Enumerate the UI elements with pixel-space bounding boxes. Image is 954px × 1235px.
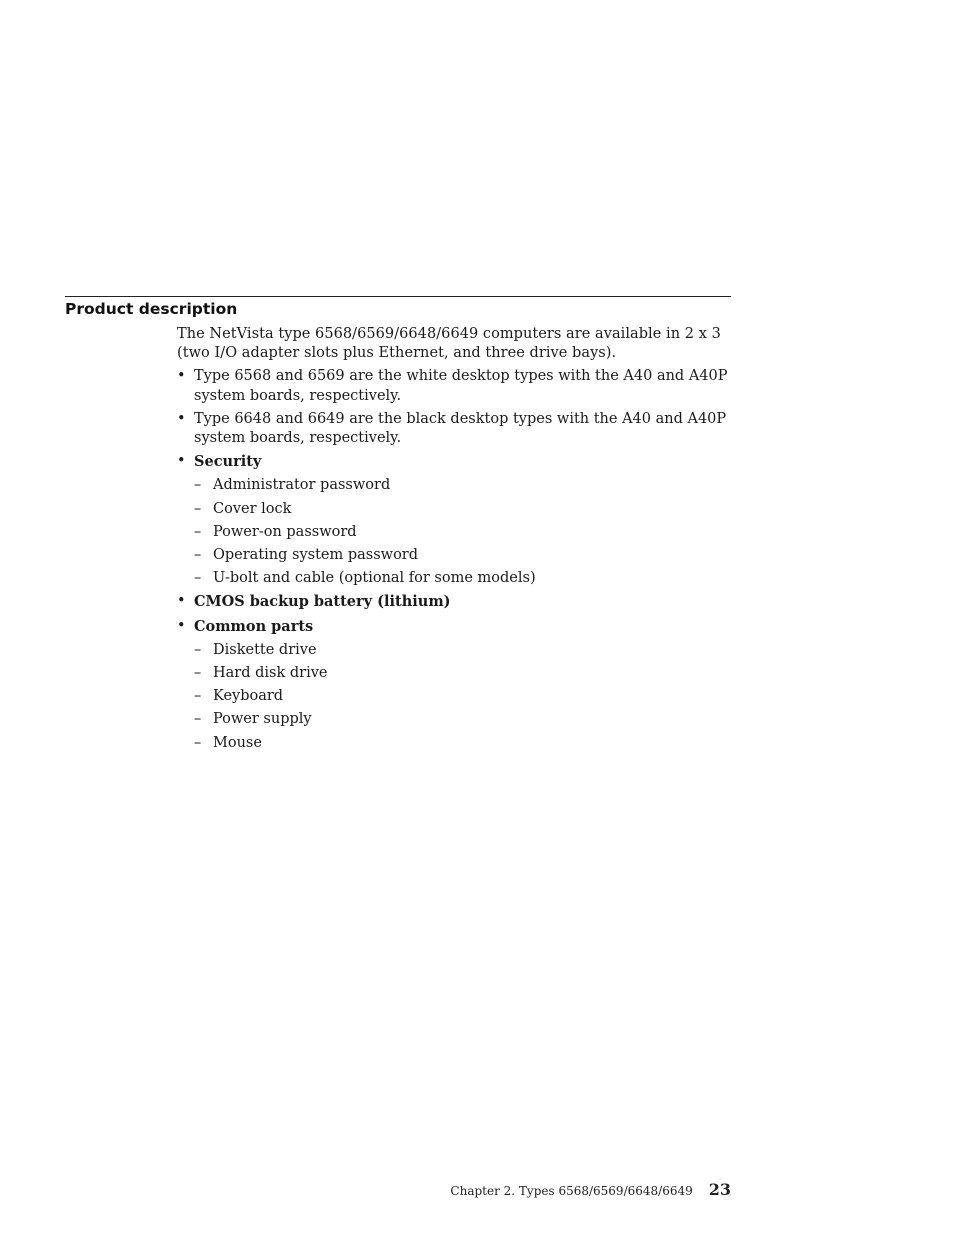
section-title: Product description	[65, 300, 238, 318]
sub-list-item	[194, 523, 733, 542]
dash-icon: –	[194, 641, 202, 658]
list-item-text: Type 6568 and 6569 are the white desktop types with the A40 and A40P system boards, respectively.	[194, 368, 728, 404]
bullet-icon: •	[177, 593, 186, 610]
list-item-label: Security	[194, 453, 262, 471]
footer-chapter: Chapter 2. Types 6568/6569/6648/6649	[450, 1184, 693, 1198]
dash-icon: –	[194, 547, 202, 564]
list-item	[177, 410, 733, 448]
bullet-icon: •	[177, 410, 186, 427]
section-rule	[65, 296, 731, 297]
dash-icon: –	[194, 688, 202, 705]
dash-icon: –	[194, 711, 202, 728]
intro-paragraph: The NetVista type 6568/6569/6648/6649 computers are available in 2 x 3 (two I/O adapter slots plus Ethernet, and three drive bays).	[177, 326, 721, 362]
page-number: 23	[708, 1180, 731, 1199]
dash-icon: –	[194, 665, 202, 682]
sub-list-item-text: Keyboard	[213, 688, 284, 705]
sub-list-item	[194, 476, 733, 495]
list-item-label: Common parts	[194, 617, 314, 635]
list-item-cmos	[177, 592, 733, 612]
sub-list-item-text: Power-on password	[213, 523, 357, 540]
dash-icon: –	[194, 500, 202, 517]
bullet-list	[177, 367, 733, 752]
list-item-common-parts	[177, 617, 733, 753]
bullet-icon: •	[177, 453, 186, 470]
list-item-security	[177, 452, 733, 588]
sub-list-item-text: Power supply	[213, 711, 312, 728]
list-item	[177, 367, 733, 405]
sub-list-item	[194, 710, 733, 729]
section-body	[177, 325, 733, 753]
sub-list-item	[194, 641, 733, 660]
sub-list	[194, 476, 733, 588]
list-item-text: Type 6648 and 6649 are the black desktop types with the A40 and A40P system boards, respectively.	[194, 410, 727, 447]
sub-list-item-text: Cover lock	[213, 500, 292, 517]
sub-list-item-text: Operating system password	[213, 547, 419, 564]
sub-list-item-text: U-bolt and cable (optional for some models)	[213, 570, 536, 587]
sub-list-item	[194, 500, 733, 519]
sub-list-item	[194, 687, 733, 706]
dash-icon: –	[194, 477, 202, 494]
list-item-label: CMOS backup battery (lithium)	[194, 593, 451, 611]
sub-list-item-text: Hard disk drive	[213, 665, 328, 682]
page-footer	[450, 1180, 731, 1201]
sub-list-item	[194, 734, 733, 753]
sub-list-item-text: Diskette drive	[213, 641, 317, 658]
dash-icon: –	[194, 734, 202, 751]
sub-list-item	[194, 546, 733, 565]
sub-list-item	[194, 664, 733, 683]
bullet-icon: •	[177, 617, 186, 634]
sub-list	[194, 641, 733, 753]
bullet-icon: •	[177, 368, 186, 385]
sub-list-item-text: Administrator password	[213, 477, 391, 494]
sub-list-item-text: Mouse	[213, 734, 262, 751]
dash-icon: –	[194, 523, 202, 540]
sub-list-item	[194, 569, 733, 588]
dash-icon: –	[194, 570, 202, 587]
